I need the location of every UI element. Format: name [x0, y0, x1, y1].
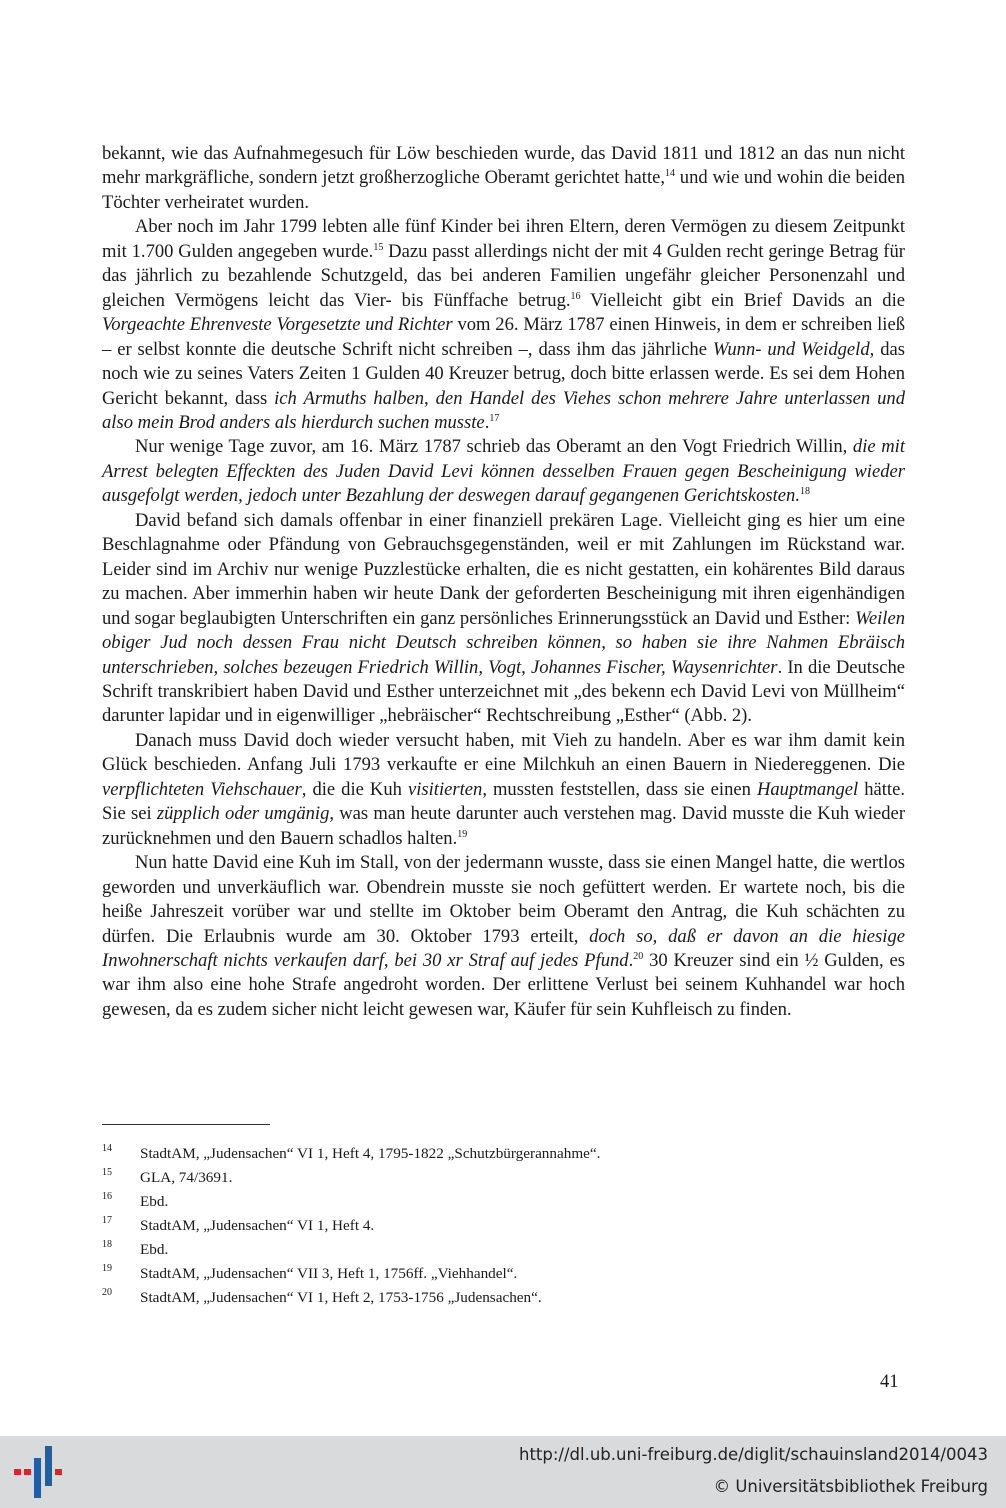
italic-quote: doch so, daß er davon an die hiesige Inwohnerschaft nichts verkaufen darf, bei 30 xr Straf auf jedes Pfund	[102, 925, 905, 971]
footnote-ref: 14	[665, 168, 676, 180]
text-run: , mussten feststellen, dass sie einen	[482, 778, 757, 800]
footnote-number: 14	[102, 1143, 112, 1154]
italic-quote: Vorgeachte Ehrenveste Vorgesetzte und Richter	[102, 314, 453, 336]
italic-quote: ich Armuths halben, den Handel des Viehes schon mehrere Jahre unterlassen und also mein Brod anders als hierdurch suchen musste	[102, 387, 906, 433]
text-run: , die die Kuh	[301, 778, 408, 800]
footnote-number: 17	[102, 1215, 112, 1226]
footnote-ref: 16	[570, 290, 581, 302]
footnote-separator	[102, 1124, 270, 1125]
body-paragraph	[102, 435, 905, 508]
footnote-number: 18	[102, 1239, 112, 1250]
page-number: 41	[880, 1371, 899, 1392]
italic-quote: verpflichteten Viehschauer	[102, 778, 302, 800]
text-run: Danach muss David doch wieder versucht haben, mit Vieh zu handeln. Aber es war ihm damit kein Glück beschieden. Anfang Juli 1793 verkaufte er eine Milchkuh an einen Bauern in Niedereggenen. Die	[102, 729, 905, 776]
footnote-text: StadtAM, „Judensachen“ VI 1, Heft 4.	[140, 1217, 375, 1234]
footnote-item	[102, 1262, 902, 1286]
text-run: Dazu passt allerdings nicht der mit 4 Gulden recht geringe Betrag für das jährlich zu bezahlende Schutzgeld, das bei anderen Familien ungefähr gleicher Personenzahl und gleichen Vermögens leicht das Vier- bis Fünffache betrug.	[102, 240, 905, 311]
body-paragraph	[102, 509, 905, 729]
footnote-text: StadtAM, „Judensachen“ VI 1, Heft 2, 1753-1756 „Judensachen“.	[140, 1289, 542, 1306]
text-run: 30 Kreuzer sind ein ½ Gulden, es war ihm also eine hohe Strafe angedroht worden. Der erlittene Verlust bei seinem Kuhhandel war hoch gewesen, da es zudem sicher nicht leicht gewesen war, Käufer für sein Kuhfleisch zu finden.	[102, 949, 906, 1020]
text-run: Nur wenige Tage zuvor, am 16. März 1787 schrieb das Oberamt an den Vogt Friedrich Willin,	[135, 436, 853, 458]
text-run: und wie und wohin die beiden Töchter verheiratet wurden.	[102, 167, 906, 213]
footnote-item	[102, 1142, 902, 1166]
footnotes	[102, 1142, 902, 1310]
italic-quote: züpplich oder umgänig	[156, 803, 330, 825]
text-run: , das noch wie zu seines Vaters Zeiten 1 Gulden 40 Kreuzer betrug, doch bitte erlassen werde. Es sei dem Hohen Gericht bekannt, dass	[102, 338, 905, 409]
footnote-item	[102, 1286, 902, 1310]
italic-quote: die mit Arrest belegten Effeckten des Juden David Levi können desselben Frauen gegen Bescheinigung wieder ausgefolgt werden, jedoch unter Bezahlung der deswegen darauf gegangenen Gerichtskosten.	[102, 436, 905, 507]
footer-bar	[0, 1436, 1006, 1508]
text-run: .	[484, 411, 490, 433]
body-paragraph	[102, 215, 905, 435]
footnote-text: Ebd.	[140, 1193, 169, 1210]
text-run: Nun hatte David eine Kuh im Stall, von der jedermann wusste, dass sie einen Mangel hatte, die wertlos geworden und unverkäuflich war. Obendrein musste sie noch gefüttert werden. Er wartete noch, bis die heiße Jahreszeit vorüber war und stellte im Oktober beim Oberamt den Antrag, die Kuh schächten zu dürfen. Die Erlaubnis wurde am 30. Oktober 1793 erteilt,	[102, 852, 905, 947]
text-run: hätte. Sie sei	[102, 778, 905, 825]
footnote-ref: 18	[800, 486, 810, 498]
footnote-text: StadtAM, „Judensachen“ VI 1, Heft 4, 1795-1822 „Schutzbürgerannahme“.	[140, 1145, 601, 1162]
footnote-text: GLA, 74/3691.	[140, 1169, 233, 1186]
footnote-ref: 15	[373, 241, 384, 253]
body-paragraph	[102, 142, 905, 215]
footnote-number: 20	[102, 1287, 112, 1298]
footer-copyright: © Universitätsbibliothek Freiburg	[713, 1477, 988, 1496]
body-paragraph	[102, 851, 905, 1022]
footnote-ref: 20	[633, 950, 644, 962]
italic-quote: Hauptmangel	[756, 778, 859, 800]
footnote-number: 16	[102, 1191, 112, 1202]
italic-quote: Weilen obiger Jud noch dessen Frau nicht Deutsch schreiben können, so haben sie ihre Nahmen Ebräisch unterschrieben, solches bezeugen Friedrich Willin, Vogt, Johannes Fischer, Waysenrichter	[102, 607, 905, 678]
text-run: David befand sich damals offenbar in einer finanziell prekären Lage. Vielleicht ging es hier um eine Beschlagnahme oder Pfändung von Gebrauchsgegenständen, weil er mit Zahlungen im Rückstand war. Leider sind im Archiv nur wenige Puzzlestücke erhalten, die es nicht gestatten, ein kohärentes Bild daraus zu machen. Aber immerhin haben wir heute Dank der geforderten Bescheinigung mit ihren eigenhändigen und sogar beglaubigten Unterschriften ein ganz persönliches Erinnerungsstück an David und Esther:	[102, 509, 905, 629]
text-run: . In die Deutsche Schrift transkribiert haben David und Esther unterzeichnet mit „des bekenn ech David Levi von Müllheim“ darunter lapidar und in eigenwilliger „hebräischer“ Rechtschreibung „Esther“ (Abb. 2).	[102, 656, 905, 727]
text-run: .	[628, 949, 634, 971]
text-run: bekannt, wie das Aufnahmegesuch für Löw beschieden wurde, das David 1811 und 1812 an das nun nicht mehr markgräfliche, sondern jetzt großherzogliche Oberamt gerichtet hatte,	[102, 143, 905, 189]
footnote-number: 19	[102, 1263, 112, 1274]
ub-freiburg-logo-icon	[14, 1446, 64, 1498]
footnote-item	[102, 1166, 902, 1190]
text-run: Vielleicht gibt ein Brief Davids an die	[580, 289, 905, 311]
italic-quote: Wunn- und Weidgeld	[712, 338, 870, 360]
text-run: Aber noch im Jahr 1799 lebten alle fünf Kinder bei ihren Eltern, deren Vermögen zu diesem Zeitpunkt mit 1.700 Gulden angegeben wurde.	[102, 216, 905, 262]
footnote-text: Ebd.	[140, 1241, 169, 1258]
text-run: vom 26. März 1787 einen Hinweis, in dem er schreiben ließ – er selbst konnte die deutsche Schrift nicht schreiben –, dass ihm das jährliche	[102, 314, 906, 360]
footnote-text: StadtAM, „Judensachen“ VII 3, Heft 1, 1756ff. „Viehhandel“.	[140, 1265, 518, 1282]
footnote-ref: 19	[457, 828, 468, 840]
footnote-item	[102, 1190, 902, 1214]
footnote-number: 15	[102, 1167, 112, 1178]
footer-url-link[interactable]: http://dl.ub.uni-freiburg.de/diglit/schauinsland2014/0043	[518, 1445, 988, 1464]
footnote-item	[102, 1238, 902, 1262]
italic-quote: visitierten	[407, 778, 483, 800]
text-run: , was man heute darunter auch verstehen mag. David musste die Kuh wieder zurücknehmen und den Bauern schadlos halten.	[102, 803, 906, 849]
body-paragraph	[102, 729, 905, 851]
footnote-item	[102, 1214, 902, 1238]
body-text	[102, 142, 905, 1022]
footnote-ref: 17	[489, 412, 500, 424]
